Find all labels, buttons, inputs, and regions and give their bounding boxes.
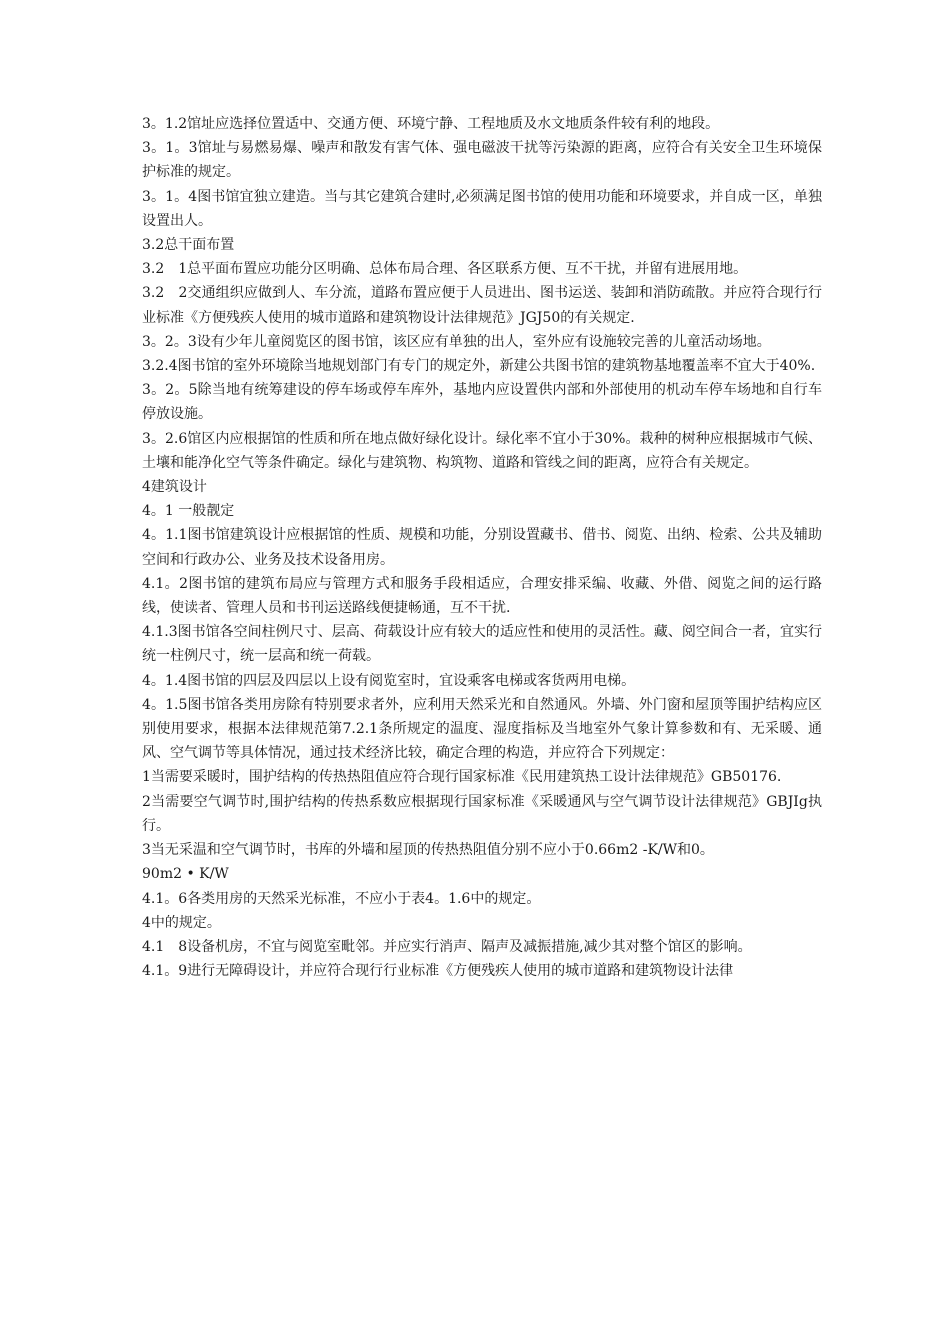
paragraph-fragment: 4中的规定。: [142, 914, 221, 931]
paragraph-4-1-9: 4.1。9进行无障碍设计，并应符合现行行业标准《方便残疾人使用的城市道路和建筑物设计法律: [142, 963, 734, 980]
section-heading-3-2: 3.2总干面布置: [142, 237, 235, 254]
list-item-1: 1当需要采暖时，围护结构的传热热阻值应符合现行国家标准《民用建筑热工设计法律规范》GB50176.: [142, 769, 782, 786]
section-heading-4-1: 4。1 一般靓定: [142, 503, 235, 520]
section-heading-4: 4建筑设计: [142, 479, 207, 496]
paragraph-4-1-4: 4。1.4图书馆的四层及四层以上设有阅览室时，宜设乘客电梯或客货两用电梯。: [142, 672, 636, 689]
paragraph-4-1-1: 4。1.1图书馆建筑设计应根据馆的性质、规模和功能，分别设置藏书、借书、阅览、出纳、检索、公共及辅助空间和行政办公、业务及技术设备用房。: [142, 527, 822, 568]
paragraph-3-1-2: 3。1.2馆址应选择位置适中、交通方便、环境宁静、工程地质及水文地质条件较有利的地段。: [142, 116, 720, 132]
document-body: [142, 112, 822, 983]
paragraph-4-1-8: 4.1 8设备机房，不宜与阅览室毗邻。并应实行消声、隔声及减振措施,减少其对整个馆区的影响。: [142, 938, 752, 955]
paragraph-3-1-4: 3。1。4图书馆宜独立建造。当与其它建筑合建时,必须满足图书馆的使用功能和环境要求，并自成一区，单独设置出人。: [142, 188, 822, 229]
paragraph-3-1-3: 3。1。3馆址与易燃易爆、噪声和散发有害气体、强电磁波干扰等污染源的距离，应符合有关安全卫生环境保护标准的规定。: [142, 140, 822, 181]
paragraph-4-1-6: 4.1。6各类用房的天然采光标准，不应小于表4。1.6中的规定。: [142, 890, 541, 907]
paragraph-3-2-2: 3.2 2交通组织应做到人、车分流，道路布置应便于人员进出、图书运送、装卸和消防疏散。并应符合现行行业标准《方便残疾人使用的城市道路和建筑物设计法律规范》JGJ50的有关规定.: [142, 285, 822, 326]
list-item-3: 3当无采温和空气调节时，书库的外墙和屋顶的传热热阻值分别不应小于0.66m2 -K/W和0。: [142, 842, 714, 859]
paragraph-4-1-3: 4.1.3图书馆各空间柱例尺寸、层高、荷载设计应有较大的适应性和使用的灵活性。藏、阅空间合一者，宜实行统一柱例尺寸，统一层高和统一荷载。: [142, 624, 822, 665]
paragraph-3-2-1: 3.2 1总平面布置应功能分区明确、总体布局合理、各区联系方便、互不干扰，并留有进展用地。: [142, 261, 748, 278]
paragraph-4-1-5: 4。1.5图书馆各类用房除有特别要求者外，应利用天然采光和自然通风。外墙、外门窗和屋顶等围护结构应区别使用要求，根据本法律规范第7.2.1条所规定的温度、湿度指标及当地室外气象计算参数和有、无采暖、通风、空气调节等具体情况，通过技术经济比较，确定合理的构造，并应符合下列规定：: [142, 696, 822, 762]
paragraph-3-2-4: 3.2.4图书馆的室外环境除当地规划部门有专门的规定外，新建公共图书馆的建筑物基地覆盖率不宜大于40%.: [142, 358, 816, 375]
list-item-3-continued: 90m2 • K/W: [142, 866, 229, 883]
paragraph-3-2-5: 3。2。5除当地有统筹建设的停车场或停车库外，基地内应设置供内部和外部使用的机动车停车场地和自行车停放设施。: [142, 382, 822, 423]
list-item-2: 2当需要空气调节时,围护结构的传热系数应根据现行国家标准《采暖通风与空气调节设计法律规范》GBJIg执行。: [142, 793, 822, 834]
paragraph-3-2-6: 3。2.6馆区内应根据馆的性质和所在地点做好绿化设计。绿化率不宜小于30%。栽种的树种应根据城市气候、土壤和能净化空气等条件确定。绿化与建筑物、构筑物、道路和管线之间的距离，应符合有关规定。: [142, 430, 822, 471]
paragraph-4-1-2: 4.1。2图书馆的建筑布局应与管理方式和服务手段相适应，合理安排采编、收藏、外借、阅览之间的运行路线，使读者、管理人员和书刊运送路线便捷畅通，互不干扰.: [142, 575, 822, 617]
paragraph-3-2-3: 3。2。3设有少年儿童阅览区的图书馆，该区应有单独的出人，室外应有设施较完善的儿童活动场地。: [142, 333, 771, 350]
